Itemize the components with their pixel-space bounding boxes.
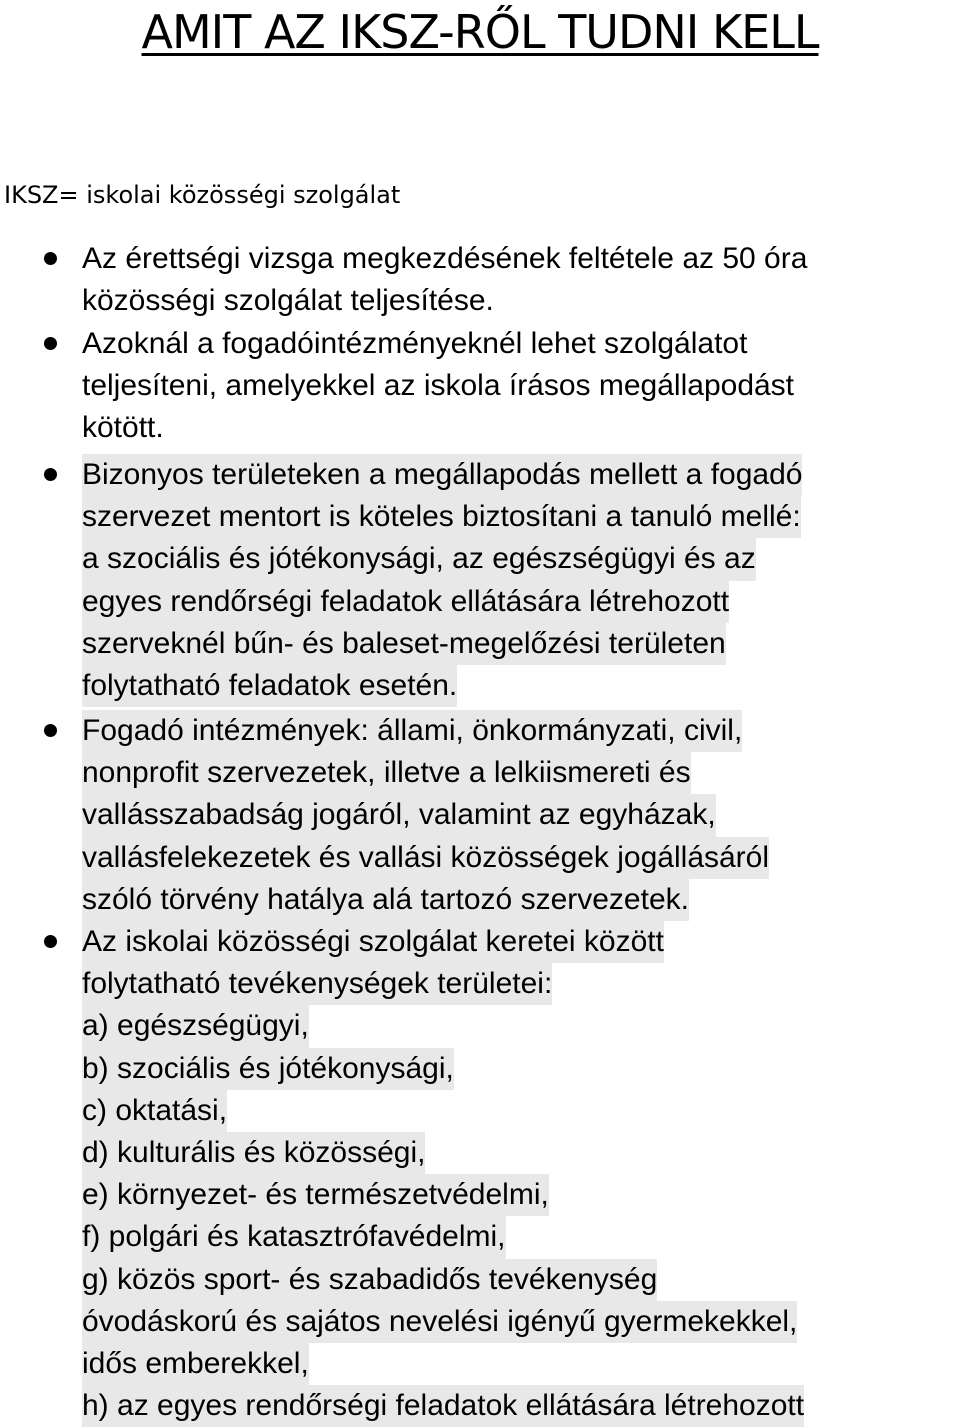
bullet-line: folytatható tevékenységek területei: bbox=[82, 963, 552, 1005]
bullet-line: a) egészségügyi, bbox=[82, 1005, 309, 1047]
bullet-line: szóló törvény hatálya alá tartozó szervezetek. bbox=[82, 879, 689, 921]
bullet-item-activity-areas bbox=[82, 921, 958, 1427]
bullet-line: óvodáskorú és sajátos nevelési igényű gyermekekkel, bbox=[82, 1301, 797, 1343]
bullet-line: közösségi szolgálat teljesítése. bbox=[82, 284, 494, 318]
bullet-line: folytatható feladatok esetén. bbox=[82, 665, 457, 707]
bullet-line: Az iskolai közösségi szolgálat keretei között bbox=[82, 921, 664, 963]
bullet-line: egyes rendőrségi feladatok ellátására létrehozott bbox=[82, 581, 729, 623]
bullet-icon bbox=[44, 935, 57, 948]
bullet-line: idős emberekkel, bbox=[82, 1343, 309, 1385]
bullet-line: g) közös sport- és szabadidős tevékenység bbox=[82, 1259, 657, 1301]
bullet-line: d) kulturális és közösségi, bbox=[82, 1132, 425, 1174]
bullet-line: b) szociális és jótékonysági, bbox=[82, 1048, 454, 1090]
bullet-icon bbox=[44, 468, 57, 481]
bullet-line: Fogadó intézmények: állami, önkormányzati, civil, bbox=[82, 710, 742, 752]
bullet-line: h) az egyes rendőrségi feladatok ellátására létrehozott bbox=[82, 1385, 804, 1427]
bullet-line: kötött. bbox=[82, 411, 164, 445]
bullet-line: f) polgári és katasztrófavédelmi, bbox=[82, 1216, 506, 1258]
bullet-line: vallásszabadság jogáról, valamint az egyházak, bbox=[82, 794, 716, 836]
bullet-line: vallásfelekezetek és vallási közösségek jogállásáról bbox=[82, 837, 769, 879]
bullet-item-mentor bbox=[82, 454, 958, 707]
page-title: AMIT AZ IKSZ-RŐL TUDNI KELL bbox=[141, 5, 819, 59]
bullet-icon bbox=[44, 724, 57, 737]
bullet-line: Azoknál a fogadóintézményeknél lehet szolgálatot bbox=[82, 327, 748, 360]
bullet-icon bbox=[44, 252, 57, 265]
bullet-line: a szociális és jótékonysági, az egészségügyi és az bbox=[82, 538, 756, 580]
bullet-line: Bizonyos területeken a megállapodás mellett a fogadó bbox=[82, 454, 802, 496]
bullet-line: szervezet mentort is köteles biztosítani a tanuló mellé: bbox=[82, 496, 801, 538]
bullet-line: szerveknél bűn- és baleset-megelőzési területen bbox=[82, 623, 726, 665]
bullet-item-host-types bbox=[82, 710, 958, 921]
bullet-line: e) környezet- és természetvédelmi, bbox=[82, 1174, 549, 1216]
definition-text: IKSZ= iskolai közösségi szolgálat bbox=[4, 181, 401, 209]
bullet-line: teljesíteni, amelyekkel az iskola írásos megállapodást bbox=[82, 369, 795, 403]
bullet-line: nonprofit szervezetek, illetve a lelkiismereti és bbox=[82, 752, 691, 794]
bullet-item-exam-requirement bbox=[82, 238, 958, 322]
bullet-line: c) oktatási, bbox=[82, 1090, 227, 1132]
bullet-item-host-institutions bbox=[82, 323, 958, 450]
bullet-line: Az érettségi vizsga megkezdésének feltétele az 50 óra bbox=[82, 242, 808, 275]
bullet-icon bbox=[44, 337, 57, 350]
